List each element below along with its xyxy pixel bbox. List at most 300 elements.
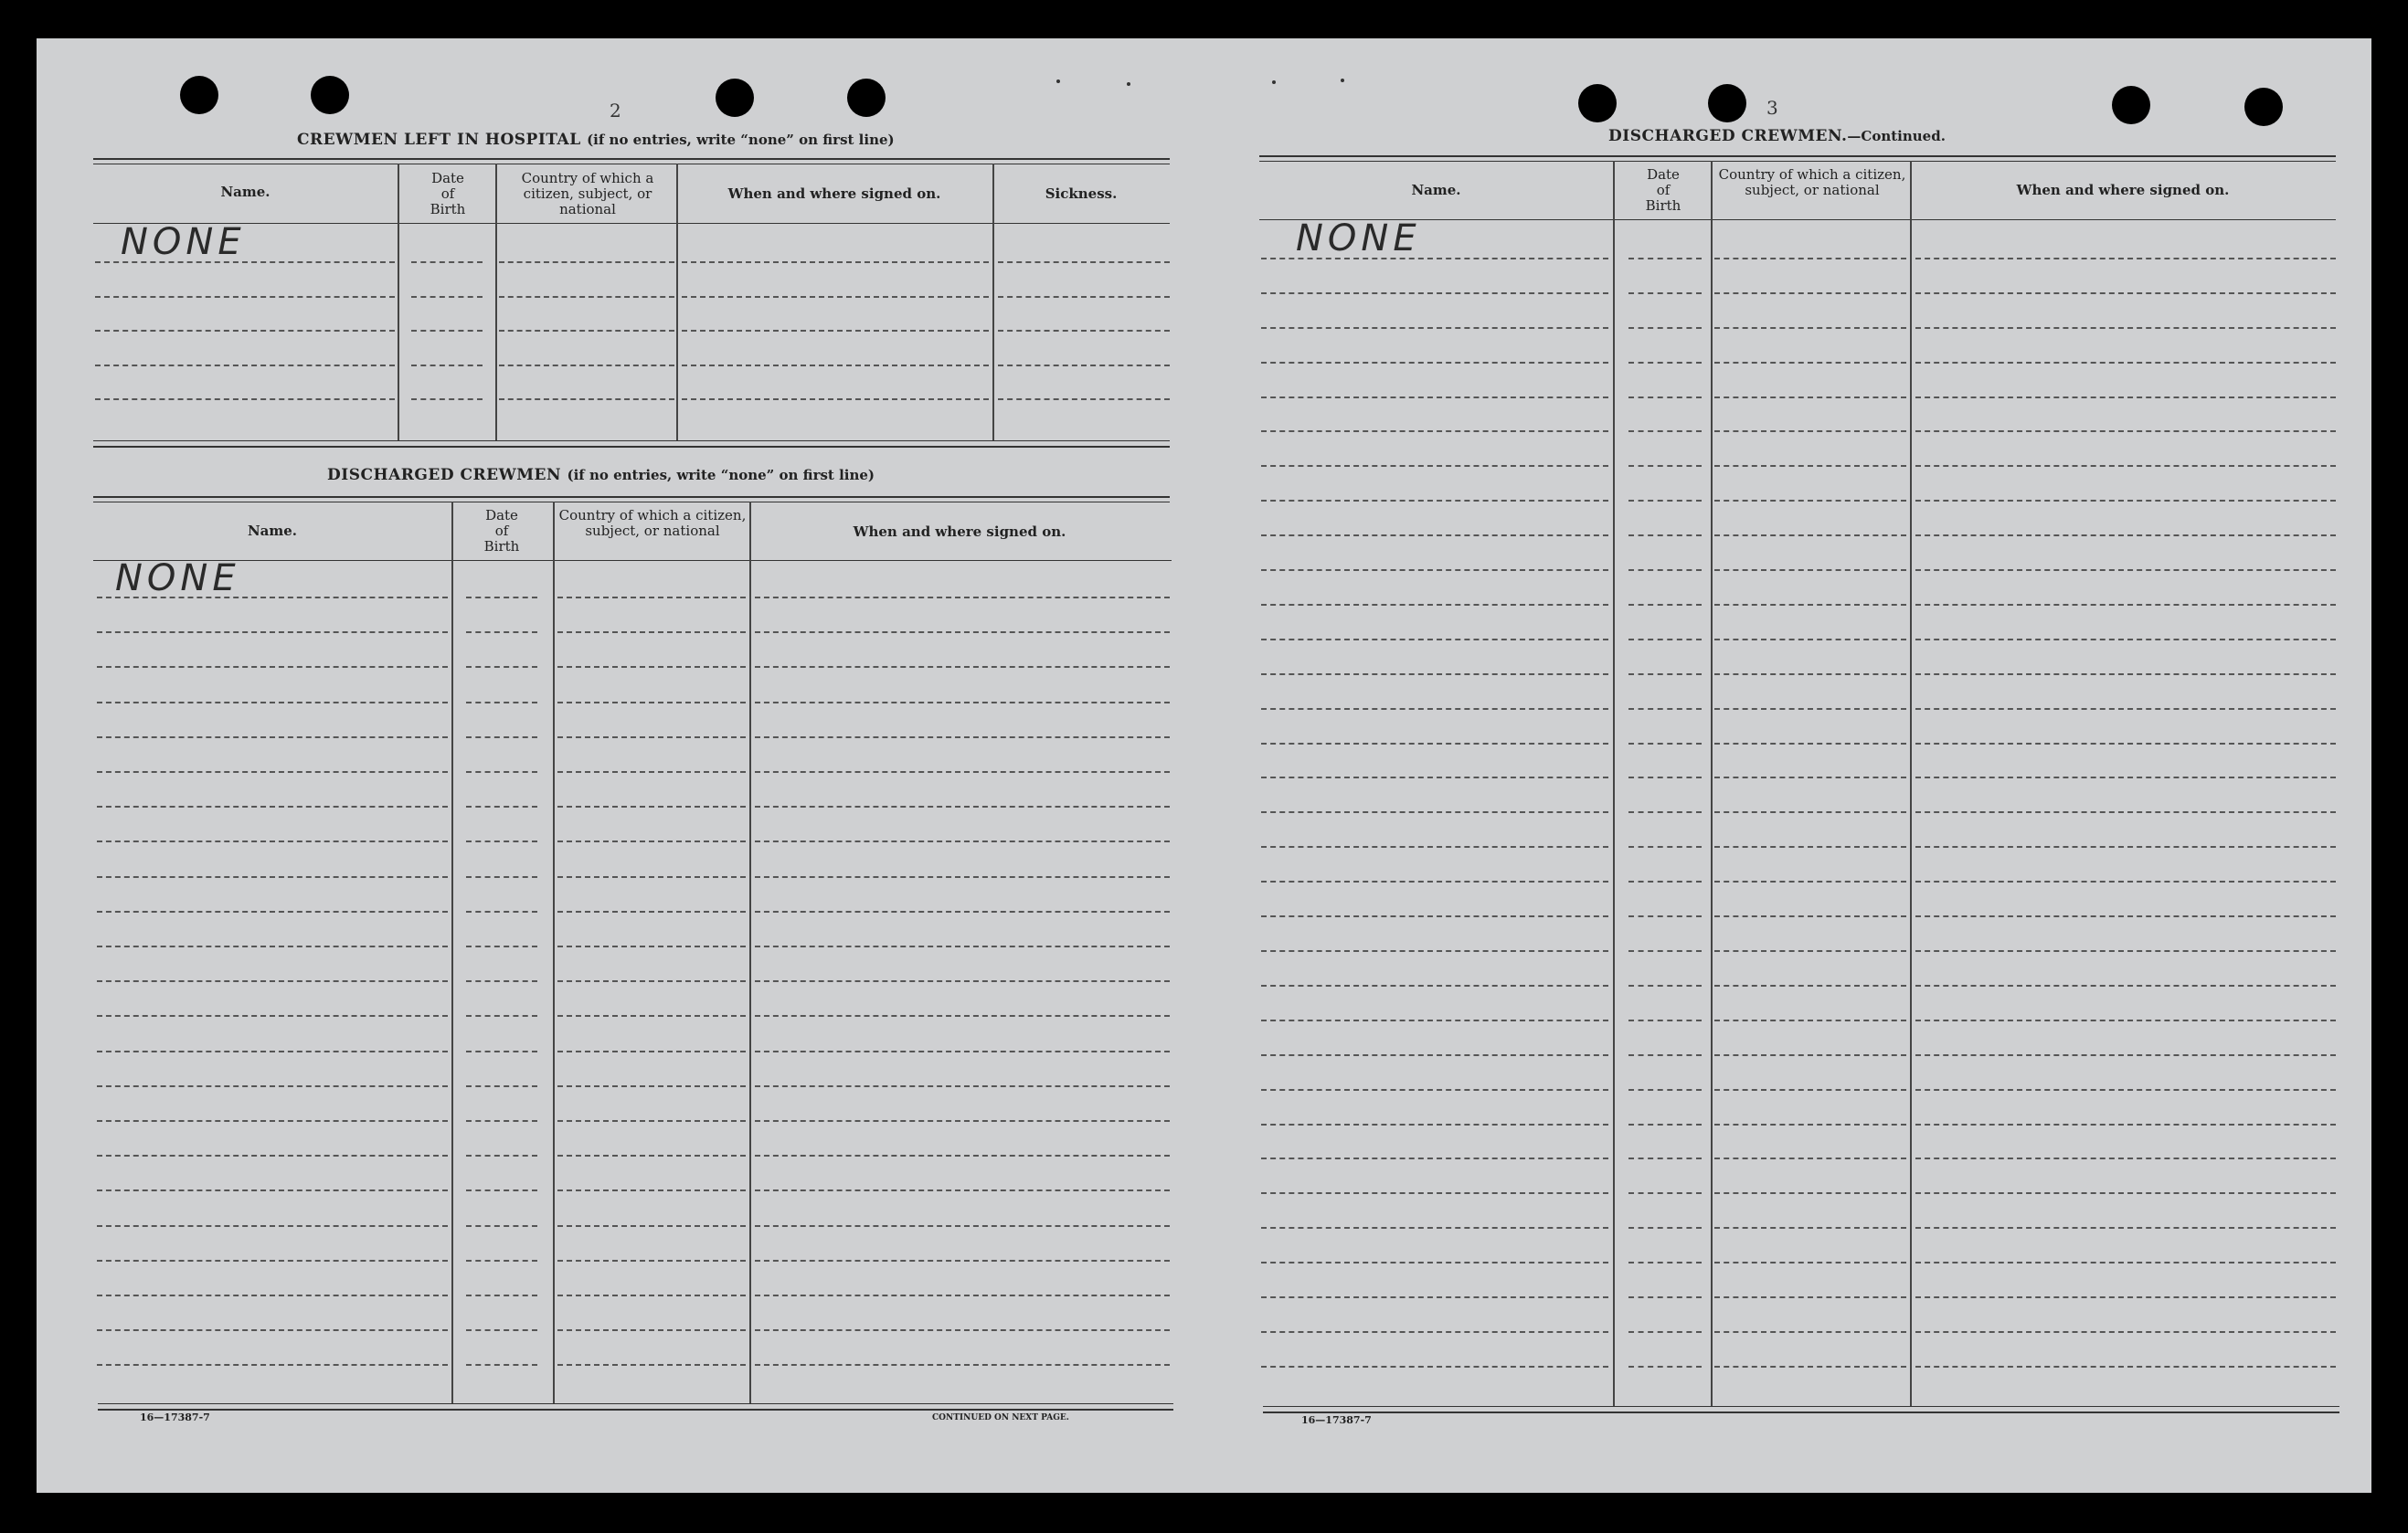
ruled-line bbox=[557, 1260, 746, 1262]
col-header-date-of-birth: Date of Birth bbox=[430, 170, 466, 217]
ruled-line bbox=[1261, 430, 1608, 432]
ruled-line bbox=[466, 1189, 537, 1191]
ruled-line bbox=[97, 597, 448, 598]
ruled-line bbox=[682, 261, 989, 263]
ruled-line bbox=[755, 1364, 1170, 1366]
ruled-line bbox=[97, 1295, 448, 1296]
ruled-line bbox=[1628, 1227, 1702, 1229]
document-sheet bbox=[37, 38, 2371, 1493]
table-rule bbox=[1263, 1406, 2339, 1407]
ruled-line bbox=[466, 1260, 537, 1262]
punch-hole bbox=[716, 79, 754, 117]
ruled-line bbox=[1714, 1366, 1906, 1368]
ruled-line bbox=[97, 771, 448, 773]
hospital-section-title bbox=[297, 131, 895, 149]
ruled-line bbox=[557, 1015, 746, 1017]
ruled-line bbox=[411, 365, 483, 366]
ruled-line bbox=[1261, 569, 1608, 571]
ruled-line bbox=[557, 736, 746, 738]
ruled-line bbox=[1915, 1227, 2336, 1229]
column-divider bbox=[495, 164, 497, 440]
ruled-line bbox=[1628, 811, 1702, 813]
ruled-line bbox=[466, 1120, 537, 1122]
col-header-date-of-birth: Date of Birth bbox=[1645, 166, 1681, 214]
ruled-line bbox=[1915, 569, 2336, 571]
ruled-line bbox=[1628, 950, 1702, 952]
table-rule bbox=[98, 1403, 1173, 1404]
ruled-line bbox=[1714, 430, 1906, 432]
ruled-line bbox=[1628, 500, 1702, 502]
ruled-line bbox=[466, 1329, 537, 1331]
ruled-line bbox=[1628, 327, 1702, 329]
ruled-line bbox=[1915, 1089, 2336, 1091]
ruled-line bbox=[755, 597, 1170, 598]
ruled-line bbox=[1628, 915, 1702, 917]
ruled-line bbox=[95, 296, 395, 298]
ruled-line bbox=[1714, 777, 1906, 778]
table-rule bbox=[1259, 161, 2336, 162]
ruled-line bbox=[1915, 846, 2336, 848]
ruled-line bbox=[682, 330, 989, 332]
ruled-line bbox=[466, 736, 537, 738]
ruled-line bbox=[1714, 362, 1906, 364]
ruled-line bbox=[1915, 881, 2336, 883]
continued-note: CONTINUED ON NEXT PAGE. bbox=[932, 1413, 1069, 1422]
handwritten-entry: NONE bbox=[1296, 217, 1421, 259]
ruled-line bbox=[1714, 639, 1906, 640]
ruled-line bbox=[97, 666, 448, 668]
ruled-line bbox=[1714, 811, 1906, 813]
ruled-line bbox=[411, 296, 483, 298]
table-rule bbox=[98, 1409, 1173, 1411]
ruled-line bbox=[1915, 1192, 2336, 1194]
ruled-line bbox=[466, 841, 537, 842]
header-rule bbox=[1259, 219, 2336, 220]
ruled-line bbox=[411, 330, 483, 332]
ruled-line bbox=[755, 1225, 1170, 1227]
ruled-line bbox=[466, 1051, 537, 1052]
ruled-line bbox=[1628, 1020, 1702, 1021]
ruled-line bbox=[1714, 292, 1906, 294]
ruled-line bbox=[998, 365, 1170, 366]
ruled-line bbox=[1915, 708, 2336, 710]
ruled-line bbox=[1261, 396, 1608, 398]
ruled-line bbox=[1714, 1054, 1906, 1056]
ruled-line bbox=[1915, 639, 2336, 640]
discharged-continued-title bbox=[1608, 127, 1946, 145]
ruled-line bbox=[1628, 258, 1702, 259]
ruled-line bbox=[1714, 708, 1906, 710]
ruled-line bbox=[557, 841, 746, 842]
ruled-line bbox=[466, 771, 537, 773]
column-divider bbox=[676, 164, 678, 440]
ruled-line bbox=[1915, 500, 2336, 502]
hospital-title-text: CREWMEN LEFT IN HOSPITAL bbox=[297, 131, 581, 149]
col-header-country: Country of which a citizen, subject, or national bbox=[558, 507, 747, 539]
ruled-line bbox=[1261, 1158, 1608, 1159]
ruled-line bbox=[557, 946, 746, 947]
ruled-line bbox=[499, 365, 674, 366]
ruled-line bbox=[95, 365, 395, 366]
ruled-line bbox=[1714, 534, 1906, 536]
ruled-line bbox=[1714, 950, 1906, 952]
ruled-line bbox=[499, 296, 674, 298]
ruled-line bbox=[1261, 1020, 1608, 1021]
ruled-line bbox=[755, 736, 1170, 738]
page-number-left: 2 bbox=[610, 100, 621, 122]
column-divider bbox=[1711, 161, 1713, 1406]
ruled-line bbox=[755, 1329, 1170, 1331]
ruled-line bbox=[1261, 950, 1608, 952]
ruled-line bbox=[1714, 1020, 1906, 1021]
ruled-line bbox=[1261, 1262, 1608, 1263]
ruled-line bbox=[755, 666, 1170, 668]
ruled-line bbox=[998, 330, 1170, 332]
ruled-line bbox=[97, 841, 448, 842]
form-number: 16—17387-7 bbox=[140, 1411, 210, 1423]
discharged-continued-title-text: DISCHARGED CREWMEN. bbox=[1608, 127, 1848, 145]
ruled-line bbox=[97, 1225, 448, 1227]
ruled-line bbox=[755, 876, 1170, 878]
ruled-line bbox=[1261, 743, 1608, 745]
ruled-line bbox=[1628, 1192, 1702, 1194]
ruled-line bbox=[755, 771, 1170, 773]
ruled-line bbox=[466, 1155, 537, 1157]
col-header-country: Country of which a citizen, subject, or national bbox=[521, 170, 654, 217]
ruled-line bbox=[557, 806, 746, 808]
ruled-line bbox=[1915, 777, 2336, 778]
ruled-line bbox=[1261, 985, 1608, 987]
ruled-line bbox=[1628, 1366, 1702, 1368]
ruled-line bbox=[97, 876, 448, 878]
ruled-line bbox=[1714, 985, 1906, 987]
form-number: 16—17387-7 bbox=[1301, 1414, 1372, 1426]
ruled-line bbox=[1261, 915, 1608, 917]
ruled-line bbox=[1261, 1089, 1608, 1091]
ruled-line bbox=[1261, 1124, 1608, 1126]
col-header-sickness: Sickness. bbox=[1045, 185, 1118, 202]
ruled-line bbox=[1714, 1158, 1906, 1159]
ruled-line bbox=[755, 1189, 1170, 1191]
ruled-line bbox=[1915, 1366, 2336, 1368]
ruled-line bbox=[1628, 777, 1702, 778]
ruled-line bbox=[97, 1120, 448, 1122]
column-divider bbox=[398, 164, 399, 440]
ruled-line bbox=[755, 806, 1170, 808]
ruled-line bbox=[1714, 465, 1906, 467]
ruled-line bbox=[466, 597, 537, 598]
ruled-line bbox=[1714, 327, 1906, 329]
ruled-line bbox=[557, 980, 746, 982]
ruled-line bbox=[466, 980, 537, 982]
ruled-line bbox=[466, 1295, 537, 1296]
ruled-line bbox=[755, 702, 1170, 703]
ruled-line bbox=[97, 806, 448, 808]
ruled-line bbox=[1628, 430, 1702, 432]
ruled-line bbox=[1261, 1366, 1608, 1368]
ruled-line bbox=[557, 1364, 746, 1366]
ruled-line bbox=[682, 398, 989, 400]
col-header-name: Name. bbox=[220, 184, 271, 200]
ruled-line bbox=[557, 666, 746, 668]
column-divider bbox=[749, 502, 751, 1403]
ruled-line bbox=[557, 1085, 746, 1087]
ruled-line bbox=[466, 946, 537, 947]
ruled-line bbox=[97, 631, 448, 633]
ruled-line bbox=[557, 1155, 746, 1157]
table-rule bbox=[1263, 1411, 2339, 1413]
ruled-line bbox=[1714, 569, 1906, 571]
ruled-line bbox=[1628, 1089, 1702, 1091]
ruled-line bbox=[755, 1155, 1170, 1157]
ruled-line bbox=[466, 1225, 537, 1227]
ruled-line bbox=[1628, 1124, 1702, 1126]
col-header-name: Name. bbox=[247, 523, 298, 539]
speck bbox=[1127, 82, 1130, 86]
ruled-line bbox=[1628, 396, 1702, 398]
table-rule bbox=[93, 496, 1170, 498]
ruled-line bbox=[97, 1260, 448, 1262]
ruled-line bbox=[499, 330, 674, 332]
ruled-line bbox=[755, 1051, 1170, 1052]
punch-hole bbox=[847, 79, 886, 117]
ruled-line bbox=[499, 261, 674, 263]
ruled-line bbox=[1915, 811, 2336, 813]
ruled-line bbox=[1261, 846, 1608, 848]
ruled-line bbox=[1915, 1262, 2336, 1263]
ruled-line bbox=[466, 631, 537, 633]
ruled-line bbox=[97, 1364, 448, 1366]
ruled-line bbox=[1628, 743, 1702, 745]
ruled-line bbox=[1714, 1262, 1906, 1263]
ruled-line bbox=[1915, 1020, 2336, 1021]
table-rule bbox=[93, 446, 1170, 448]
ruled-line bbox=[1714, 881, 1906, 883]
table-rule bbox=[1259, 155, 2336, 157]
ruled-line bbox=[1628, 569, 1702, 571]
ruled-line bbox=[1714, 500, 1906, 502]
punch-hole bbox=[311, 76, 349, 114]
ruled-line bbox=[1714, 1296, 1906, 1298]
ruled-line bbox=[97, 946, 448, 947]
column-divider bbox=[451, 502, 453, 1403]
ruled-line bbox=[1714, 673, 1906, 675]
ruled-line bbox=[755, 1085, 1170, 1087]
ruled-line bbox=[411, 261, 483, 263]
ruled-line bbox=[466, 1364, 537, 1366]
ruled-line bbox=[1915, 673, 2336, 675]
ruled-line bbox=[755, 980, 1170, 982]
ruled-line bbox=[1628, 881, 1702, 883]
punch-hole bbox=[2112, 86, 2150, 124]
ruled-line bbox=[1915, 1296, 2336, 1298]
ruled-line bbox=[1915, 743, 2336, 745]
ruled-line bbox=[1261, 1054, 1608, 1056]
ruled-line bbox=[1261, 639, 1608, 640]
ruled-line bbox=[755, 1015, 1170, 1017]
header-rule bbox=[93, 560, 1172, 561]
ruled-line bbox=[998, 398, 1170, 400]
ruled-line bbox=[557, 876, 746, 878]
ruled-line bbox=[1261, 673, 1608, 675]
ruled-line bbox=[1261, 811, 1608, 813]
ruled-line bbox=[1261, 292, 1608, 294]
ruled-line bbox=[1915, 465, 2336, 467]
ruled-line bbox=[755, 1260, 1170, 1262]
punch-hole bbox=[2244, 88, 2283, 126]
ruled-line bbox=[466, 876, 537, 878]
ruled-line bbox=[1628, 985, 1702, 987]
col-header-signed-on: When and where signed on. bbox=[853, 523, 1066, 540]
ruled-line bbox=[466, 1085, 537, 1087]
table-rule bbox=[93, 158, 1170, 160]
ruled-line bbox=[1628, 1054, 1702, 1056]
ruled-line bbox=[1261, 881, 1608, 883]
column-divider bbox=[992, 164, 994, 440]
ruled-line bbox=[411, 398, 483, 400]
ruled-line bbox=[1714, 743, 1906, 745]
ruled-line bbox=[466, 666, 537, 668]
ruled-line bbox=[1628, 604, 1702, 606]
ruled-line bbox=[1915, 327, 2336, 329]
ruled-line bbox=[1628, 1158, 1702, 1159]
ruled-line bbox=[1628, 673, 1702, 675]
punch-hole bbox=[1708, 84, 1746, 122]
ruled-line bbox=[1714, 1331, 1906, 1333]
ruled-line bbox=[1261, 327, 1608, 329]
ruled-line bbox=[466, 911, 537, 913]
ruled-line bbox=[1915, 1158, 2336, 1159]
ruled-line bbox=[1714, 915, 1906, 917]
speck bbox=[1272, 80, 1276, 84]
ruled-line bbox=[1261, 500, 1608, 502]
ruled-line bbox=[557, 1120, 746, 1122]
ruled-line bbox=[1714, 396, 1906, 398]
ruled-line bbox=[557, 771, 746, 773]
col-header-signed-on: When and where signed on. bbox=[727, 185, 941, 202]
ruled-line bbox=[682, 365, 989, 366]
speck bbox=[1056, 79, 1060, 83]
ruled-line bbox=[1915, 950, 2336, 952]
ruled-line bbox=[755, 1295, 1170, 1296]
header-rule bbox=[93, 223, 1170, 224]
discharged-title-text: DISCHARGED CREWMEN bbox=[327, 466, 562, 484]
ruled-line bbox=[1714, 1192, 1906, 1194]
ruled-line bbox=[97, 1155, 448, 1157]
ruled-line bbox=[499, 398, 674, 400]
ruled-line bbox=[557, 1295, 746, 1296]
col-header-country: Country of which a citizen, subject, or national bbox=[1718, 166, 1906, 198]
column-divider bbox=[1910, 161, 1912, 1406]
ruled-line bbox=[755, 631, 1170, 633]
continued-label: —Continued. bbox=[1847, 128, 1946, 144]
ruled-line bbox=[755, 911, 1170, 913]
ruled-line bbox=[1714, 604, 1906, 606]
ruled-line bbox=[1261, 465, 1608, 467]
ruled-line bbox=[1628, 1262, 1702, 1263]
ruled-line bbox=[557, 1051, 746, 1052]
ruled-line bbox=[97, 736, 448, 738]
ruled-line bbox=[95, 261, 395, 263]
ruled-line bbox=[1714, 1124, 1906, 1126]
ruled-line bbox=[755, 1120, 1170, 1122]
ruled-line bbox=[1261, 708, 1608, 710]
ruled-line bbox=[1714, 846, 1906, 848]
ruled-line bbox=[998, 296, 1170, 298]
ruled-line bbox=[1261, 1331, 1608, 1333]
ruled-line bbox=[557, 597, 746, 598]
ruled-line bbox=[1915, 1331, 2336, 1333]
ruled-line bbox=[1261, 534, 1608, 536]
ruled-line bbox=[998, 261, 1170, 263]
ruled-line bbox=[1261, 777, 1608, 778]
ruled-line bbox=[1261, 1296, 1608, 1298]
ruled-line bbox=[557, 702, 746, 703]
ruled-line bbox=[97, 911, 448, 913]
ruled-line bbox=[466, 702, 537, 703]
ruled-line bbox=[557, 911, 746, 913]
ruled-line bbox=[97, 1189, 448, 1191]
column-divider bbox=[553, 502, 555, 1403]
ruled-line bbox=[97, 980, 448, 982]
speck bbox=[1341, 79, 1344, 82]
col-header-signed-on: When and where signed on. bbox=[2016, 182, 2230, 198]
ruled-line bbox=[1915, 985, 2336, 987]
ruled-line bbox=[755, 946, 1170, 947]
ruled-line bbox=[95, 398, 395, 400]
ruled-line bbox=[557, 1225, 746, 1227]
ruled-line bbox=[1261, 1227, 1608, 1229]
ruled-line bbox=[557, 1329, 746, 1331]
ruled-line bbox=[1915, 534, 2336, 536]
col-header-date-of-birth: Date of Birth bbox=[483, 507, 520, 555]
discharged-section-title bbox=[327, 466, 875, 484]
ruled-line bbox=[1714, 1227, 1906, 1229]
ruled-line bbox=[97, 702, 448, 703]
ruled-line bbox=[1915, 362, 2336, 364]
handwritten-entry: NONE bbox=[121, 221, 246, 263]
ruled-line bbox=[1915, 258, 2336, 259]
ruled-line bbox=[1628, 708, 1702, 710]
ruled-line bbox=[1261, 258, 1608, 259]
ruled-line bbox=[1714, 1089, 1906, 1091]
punch-hole bbox=[1578, 84, 1617, 122]
ruled-line bbox=[1628, 846, 1702, 848]
ruled-line bbox=[755, 841, 1170, 842]
ruled-line bbox=[682, 296, 989, 298]
ruled-line bbox=[1261, 362, 1608, 364]
ruled-line bbox=[1261, 1192, 1608, 1194]
ruled-line bbox=[1261, 604, 1608, 606]
ruled-line bbox=[1628, 292, 1702, 294]
ruled-line bbox=[1915, 396, 2336, 398]
ruled-line bbox=[557, 1189, 746, 1191]
ruled-line bbox=[1714, 258, 1906, 259]
punch-hole bbox=[180, 76, 218, 114]
ruled-line bbox=[1628, 1296, 1702, 1298]
ruled-line bbox=[1628, 534, 1702, 536]
column-divider bbox=[1613, 161, 1615, 1406]
page-number-right: 3 bbox=[1766, 97, 1778, 119]
ruled-line bbox=[466, 1015, 537, 1017]
ruled-line bbox=[1915, 430, 2336, 432]
col-header-name: Name. bbox=[1411, 182, 1461, 198]
ruled-line bbox=[466, 806, 537, 808]
ruled-line bbox=[1915, 292, 2336, 294]
ruled-line bbox=[1628, 465, 1702, 467]
ruled-line bbox=[1915, 915, 2336, 917]
ruled-line bbox=[97, 1015, 448, 1017]
